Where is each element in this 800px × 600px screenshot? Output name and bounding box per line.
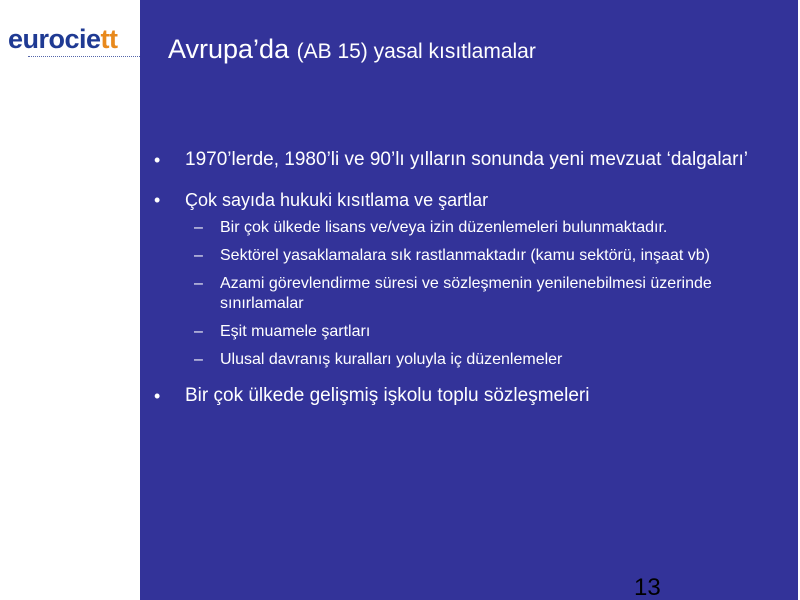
sub-bullet-text: Eşit muamele şartları xyxy=(220,323,371,340)
logo-part-1: eurocie xyxy=(8,24,101,54)
bullet-item xyxy=(150,148,770,172)
logo-part-2: tt xyxy=(100,24,118,54)
bullet-item xyxy=(150,188,770,212)
dash-icon: – xyxy=(194,219,203,236)
bullet-text: Çok sayıda hukuki kısıtlama ve şartlar xyxy=(185,190,489,210)
logo-tagline xyxy=(28,56,140,60)
dash-icon: – xyxy=(194,275,203,292)
logo-wordmark xyxy=(8,24,118,54)
slide-title xyxy=(168,34,536,65)
bullet-icon: • xyxy=(154,150,161,170)
dash-icon: – xyxy=(194,247,203,264)
sub-bullet-list xyxy=(150,218,770,370)
sub-bullet-text: Azami görevlendirme süresi ve sözleşmenin yenilenebilmesi üzerinde sınırlamalar xyxy=(220,275,712,312)
title-sub: (AB 15) yasal kısıtlamalar xyxy=(296,40,536,63)
title-main: Avrupa’da xyxy=(168,34,290,64)
eurociett-logo xyxy=(8,24,136,64)
sub-bullet-text: Bir çok ülkede lisans ve/veya izin düzenlemeleri bulunmaktadır. xyxy=(220,219,668,236)
sub-bullet-text: Ulusal davranış kuralları yoluyla iç düzenlemeler xyxy=(220,351,563,368)
sub-bullet-item xyxy=(150,350,770,370)
sub-bullet-item xyxy=(150,322,770,342)
bullet-icon: • xyxy=(154,386,161,406)
dash-icon: – xyxy=(194,323,203,340)
bullet-list xyxy=(150,148,770,424)
bullet-item xyxy=(150,384,770,408)
bullet-text: 1970’lerde, 1980’li ve 90’lı yılların sonunda yeni mevzuat ‘dalgaları’ xyxy=(185,149,748,170)
sub-bullet-item xyxy=(150,274,770,314)
page-number: 13 xyxy=(634,574,661,600)
left-strip xyxy=(0,0,140,600)
sub-bullet-item xyxy=(150,246,770,266)
sub-bullet-text: Sektörel yasaklamalara sık rastlanmaktadır (kamu sektörü, inşaat vb) xyxy=(220,247,710,264)
dash-icon: – xyxy=(194,351,203,368)
bullet-icon: • xyxy=(154,190,161,210)
bullet-text: Bir çok ülkede gelişmiş işkolu toplu sözleşmeleri xyxy=(185,385,590,406)
sub-bullet-item xyxy=(150,218,770,238)
